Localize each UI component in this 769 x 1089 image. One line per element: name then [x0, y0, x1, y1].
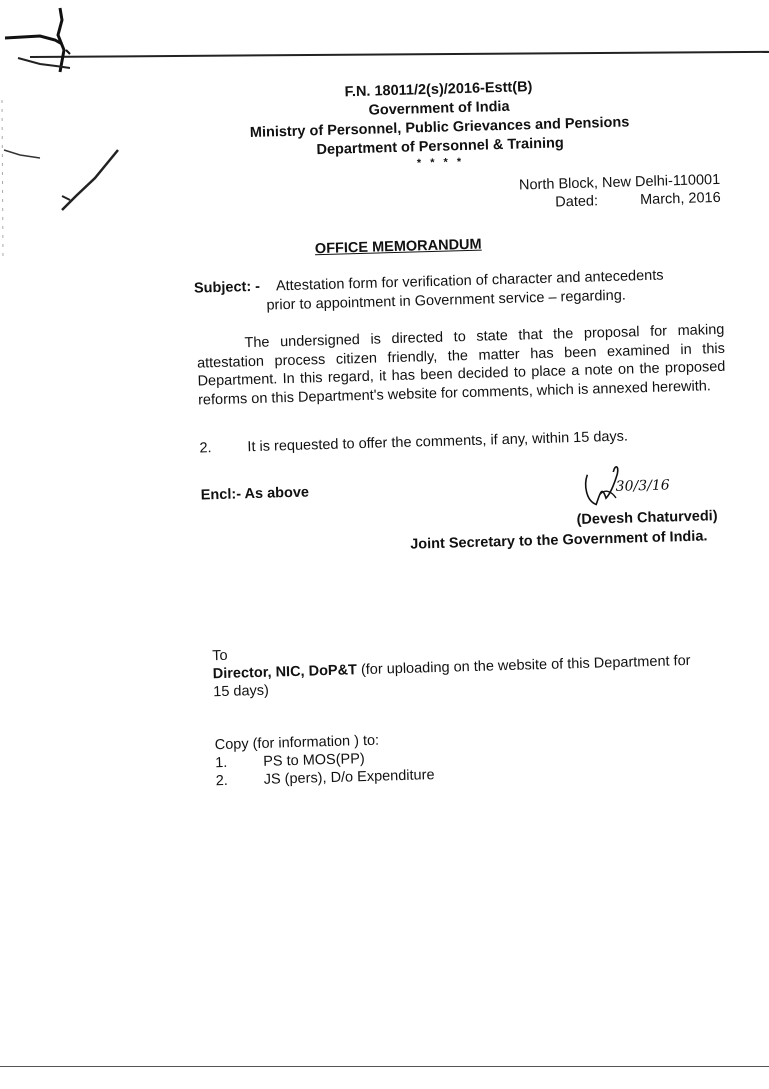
subject-label: Subject: - [193, 278, 261, 297]
bottom-rule [0, 1066, 769, 1067]
copy-item-number: 1. [215, 754, 228, 772]
copy-item-text: PS to MOS(PP) [263, 751, 365, 770]
paragraph-2 [199, 428, 628, 458]
copy-item-number: 2. [215, 772, 229, 790]
letterhead [208, 74, 670, 175]
to-recipient-line-2: 15 days) [213, 682, 270, 701]
subject-line-2: prior to appointment in Government service – regarding. [266, 287, 627, 314]
address: North Block, New Delhi-110001 [518, 171, 721, 194]
header-stars: * * * * [416, 156, 465, 170]
header-government: Government of India [368, 98, 510, 119]
paragraph-2-number: 2. [199, 440, 212, 457]
to-recipient-name: Director, NIC, DoP&T [212, 662, 358, 683]
copy-label: Copy (for information ) to: [214, 732, 380, 754]
paragraph-1 [196, 321, 726, 410]
to-recipient [213, 652, 691, 683]
subject-line-1: Attestation form for verification of character and antecedents [275, 267, 664, 295]
date-line [555, 189, 721, 212]
enclosure-note: Encl:- As above [200, 484, 310, 504]
signatory-title: Joint Secretary to the Government of India. [410, 528, 708, 553]
signatory-name: (Devesh Chaturvedi) [576, 508, 718, 529]
file-number: F.N. 18011/2(s)/2016-Estt(B) [344, 79, 533, 101]
dated-value: March, 2016 [639, 189, 721, 209]
to-recipient-purpose: (for uploading on the website of this Department for [360, 652, 691, 679]
signature-date: 30/3/16 [615, 477, 670, 495]
paragraph-2-text: It is requested to offer the comments, if any, within 15 days. [247, 428, 629, 456]
to-label: To [212, 647, 228, 665]
paragraph-1-text: The undersigned is directed to state that the proposal for making attestation process citizen friendly, the matter has been examined in this Department. In this regard, it has been decided to place a note on the proposed reforms on this Department's website for comments, which is annexed herewith. [196, 321, 726, 409]
copy-item-text: JS (pers), D/o Expenditure [263, 767, 435, 788]
dated-label: Dated: [555, 193, 599, 211]
header-ministry: Ministry of Personnel, Public Grievances and Pensions [249, 114, 630, 141]
memo-title: OFFICE MEMORANDUM [314, 236, 482, 258]
header-department: Department of Personnel & Training [316, 135, 564, 159]
